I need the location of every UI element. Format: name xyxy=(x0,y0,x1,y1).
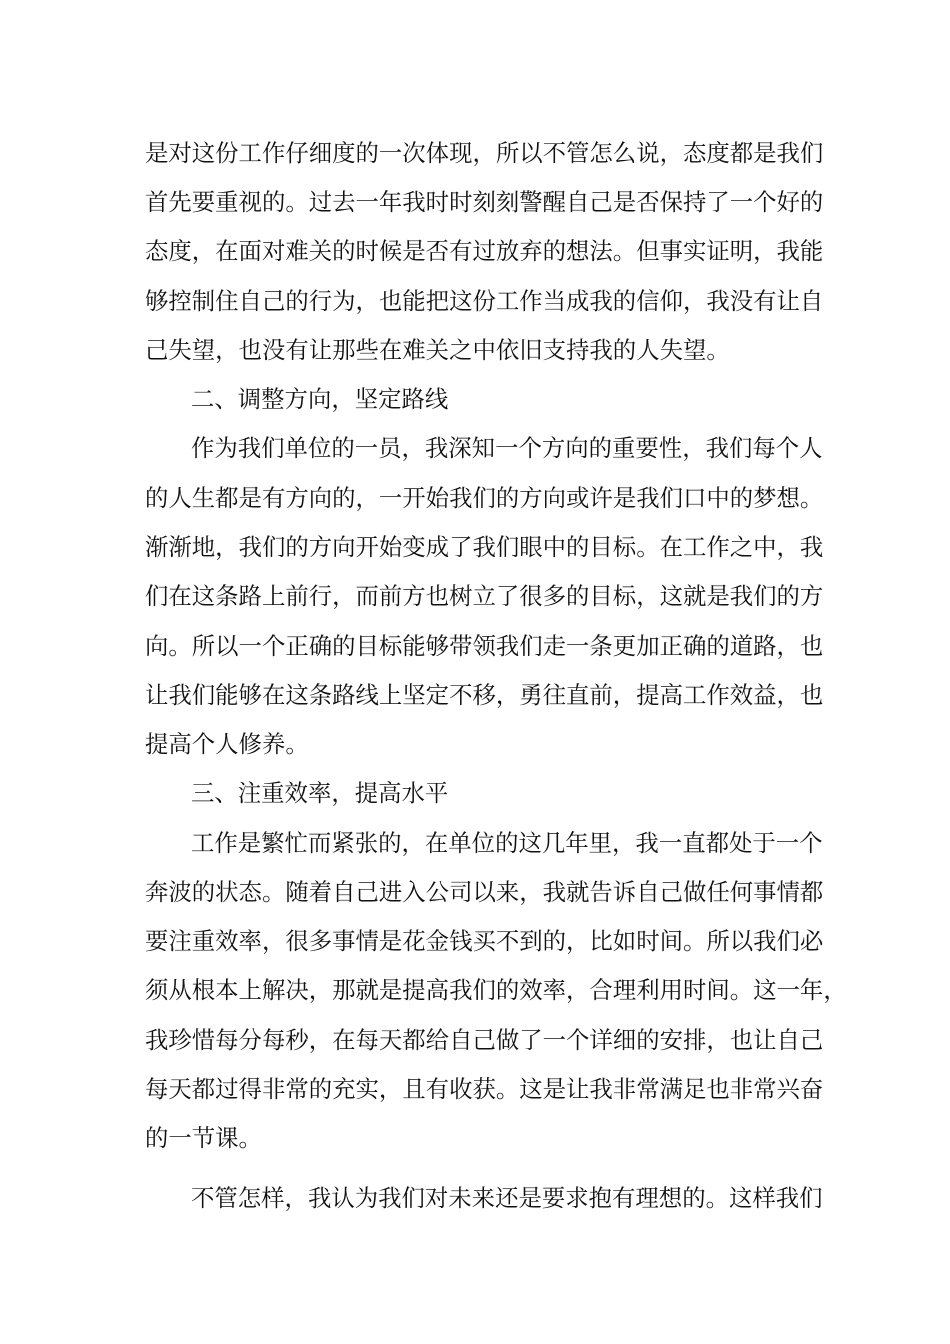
body-text-line: 向。所以一个正确的目标能够带领我们走一条更加正确的道路，也 xyxy=(145,632,824,660)
body-text-line: 要注重效率，很多事情是花金钱买不到的，比如时间。所以我们必 xyxy=(145,927,824,955)
section-heading-2: 二、调整方向，坚定路线 xyxy=(191,385,449,413)
body-text-line: 己失望，也没有让那些在难关之中依旧支持我的人失望。 xyxy=(145,336,730,364)
body-text-line: 渐渐地，我们的方向开始变成了我们眼中的目标。在工作之中，我 xyxy=(145,533,824,561)
body-text-line: 首先要重视的。过去一年我时时刻刻警醒自己是否保持了一个好的 xyxy=(145,188,824,216)
body-text-line: 奔波的状态。随着自己进入公司以来，我就告诉自己做任何事情都 xyxy=(145,878,824,906)
body-text-line: 的人生都是有方向的，一开始我们的方向或许是我们口中的梦想。 xyxy=(145,484,824,512)
body-text-line: 作为我们单位的一员，我深知一个方向的重要性，我们每个人 xyxy=(191,434,823,462)
body-text-line: 让我们能够在这条路线上坚定不移，勇往直前，提高工作效益，也 xyxy=(145,681,824,709)
body-text-line: 提高个人修养。 xyxy=(145,730,309,758)
body-text-line: 够控制住自己的行为，也能把这份工作当成我的信仰，我没有让自 xyxy=(145,287,824,315)
body-text-line: 须从根本上解决，那就是提高我们的效率，合理利用时间。这一年， xyxy=(145,976,847,1004)
body-text-line: 不管怎样，我认为我们对未来还是要求抱有理想的。这样我们 xyxy=(191,1184,823,1212)
body-text-line: 每天都过得非常的充实，且有收获。这是让我非常满足也非常兴奋 xyxy=(145,1075,824,1103)
body-text-line: 们在这条路上前行，而前方也树立了很多的目标，这就是我们的方 xyxy=(145,582,824,610)
body-text-line: 态度，在面对难关的时候是否有过放弃的想法。但事实证明，我能 xyxy=(145,237,824,265)
body-text-line: 工作是繁忙而紧张的，在单位的这几年里，我一直都处于一个 xyxy=(191,829,823,857)
body-text-line: 的一节课。 xyxy=(145,1124,262,1152)
body-text-line: 我珍惜每分每秒，在每天都给自己做了一个详细的安排，也让自己 xyxy=(145,1026,824,1054)
body-text-line: 是对这份工作仔细度的一次体现，所以不管怎么说，态度都是我们 xyxy=(145,139,824,167)
section-heading-3: 三、注重效率，提高水平 xyxy=(191,779,449,807)
